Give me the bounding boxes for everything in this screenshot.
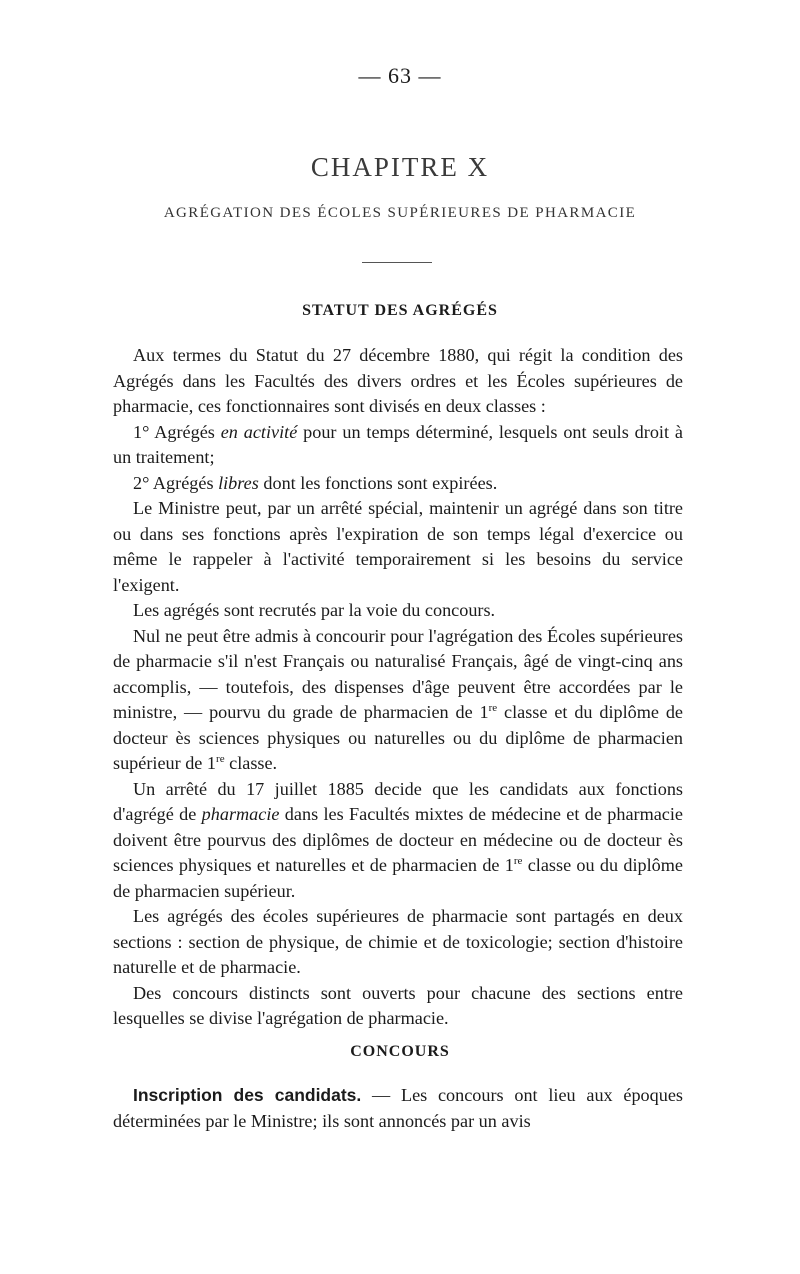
list-number: 2° [133, 472, 150, 493]
paragraph-text: Les agrégés des écoles supérieures de pharmacie sont partagés en deux sections : section de physique, de chimie et de toxicologie; section d'histoire naturelle et de pharmacie. [113, 906, 683, 977]
paragraph-text: Nul ne peut être admis à concourir pour l'agrégation des Écoles supérieures de pharmacie s'il n'est Français ou naturalisé Français, âgé de vingt-cinq ans accomplis, — toutefois, des dispenses d'âge peuvent être accordées par le ministre, — pourvu du grade de pharmacien de 1 [113, 625, 683, 722]
paragraph [113, 904, 683, 981]
paragraph-text: Des concours distincts sont ouverts pour chacune des sections entre lesquelles se divise l'agrégation de pharmacie. [113, 982, 683, 1028]
chapter-subtitle: AGRÉGATION DES ÉCOLES SUPÉRIEURES DE PHARMACIE [163, 205, 637, 221]
emphasis-text: pharmacie [201, 804, 280, 824]
paragraph [113, 1083, 683, 1134]
paragraph-text: Aux termes du Statut du 27 décembre 1880, qui régit la condition des Agrégés dans les Facultés des divers ordres et les Écoles supérieures de pharmacie, ces fonctionnaires sont divisés en deux classes : [113, 345, 683, 416]
statut-text [113, 343, 683, 1032]
section-divider [362, 262, 432, 263]
page-number: — 63 — [358, 63, 442, 88]
run-in-heading: Inscription des candidats. [133, 1085, 362, 1105]
superscript: re [488, 701, 498, 714]
chapter-title: CHAPITRE X [310, 152, 490, 182]
emphasis-text: libres [218, 472, 259, 493]
paragraph-text: dans les Facultés mixtes de médecine et de pharmacie doivent être pourvus des diplômes de docteur en médecine ou de docteur ès sciences physiques et naturelles et de pharmacien de 1 [113, 804, 683, 875]
paragraph [113, 777, 683, 905]
paragraph-text: Le Ministre peut, par un arrêté spécial, maintenir un agrégé dans son titre ou dans ses fonctions après l'expiration de son temps légal d'exercice ou même le rappeler à l'activité temporairement si les besoins du service l'exigent. [113, 498, 683, 595]
paragraph-text: pour un temps déterminé, lesquels ont seuls droit à un traitement; [113, 421, 683, 467]
list-number: 1° [133, 421, 150, 442]
section-heading-concours: CONCOURS [350, 1043, 450, 1060]
paragraph-text: Un arrêté du 17 juillet 1885 decide que les candidats aux fonctions d'agrégé de [113, 778, 683, 824]
paragraph-text: Les agrégés sont recrutés par la voie du concours. [133, 600, 496, 620]
paragraph-text: Agrégés [149, 421, 221, 442]
paragraph [113, 343, 683, 420]
section-heading-statut: STATUT DES AGRÉGÉS [302, 302, 498, 319]
concours-text [113, 1083, 683, 1134]
paragraph [113, 624, 683, 777]
paragraph [113, 496, 683, 598]
paragraph-text: Agrégés [149, 472, 219, 493]
paragraph [113, 981, 683, 1032]
emphasis-text: en activité [220, 421, 298, 442]
paragraph-text: classe. [224, 753, 278, 773]
paragraph [113, 598, 683, 624]
paragraph-text: dont les fonctions sont expirées. [258, 472, 498, 493]
superscript: re [513, 854, 523, 867]
paragraph-text: — Les concours ont lieu aux époques déterminées par le Ministre; ils sont annoncés par un avis [113, 1085, 683, 1131]
superscript: re [216, 752, 225, 765]
paragraph-text: classe ou du diplôme de pharmacien supérieur. [113, 855, 683, 901]
paragraph [113, 420, 683, 471]
paragraph [113, 471, 683, 497]
paragraph-text: classe et du diplôme de docteur ès sciences physiques ou naturelles ou du diplôme de pharmacien supérieur de 1 [113, 702, 684, 773]
